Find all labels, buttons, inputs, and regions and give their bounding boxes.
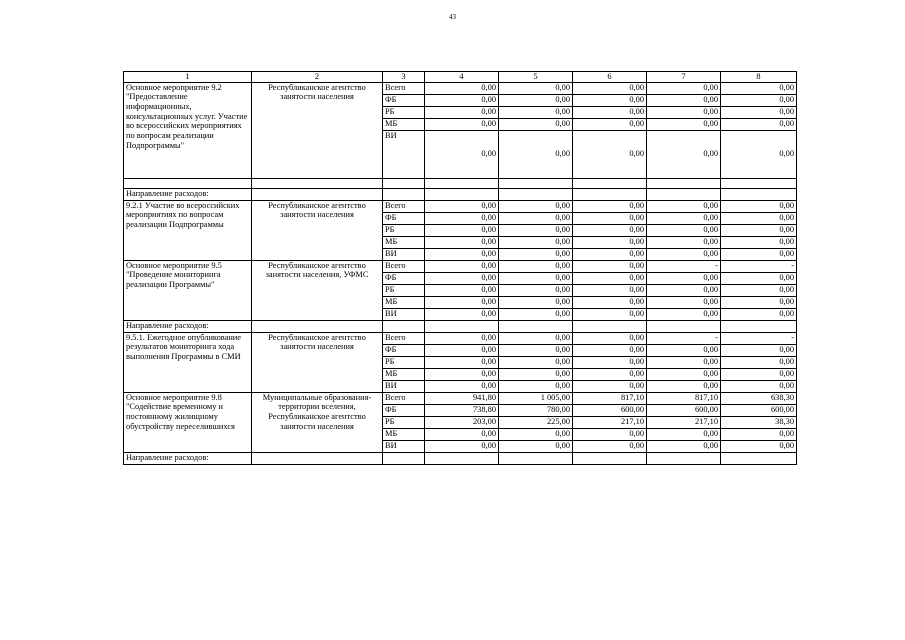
activity-name: 9.2.1 Участие во всероссийских мероприятиях по вопросам реализации Подпрограммы	[124, 200, 252, 260]
value-cell: 0,00	[647, 236, 721, 248]
value-cell: 0,00	[573, 82, 647, 94]
table-row	[124, 260, 797, 272]
empty-cell	[647, 188, 721, 200]
value-cell: 0,00	[425, 106, 499, 118]
value-cell: 0,00	[499, 82, 573, 94]
header-cell: 6	[573, 72, 647, 83]
value-cell: 0,00	[647, 106, 721, 118]
value-cell: 0,00	[721, 236, 797, 248]
value-cell: 0,00	[499, 260, 573, 272]
empty-cell	[383, 320, 425, 332]
empty-cell	[573, 452, 647, 464]
funding-source: РБ	[383, 356, 425, 368]
value-cell: 0,00	[573, 200, 647, 212]
empty-cell	[425, 320, 499, 332]
value-cell: 0,00	[721, 106, 797, 118]
value-cell: 0,00	[425, 428, 499, 440]
value-cell: 0,00	[721, 82, 797, 94]
value-cell: 0,00	[425, 368, 499, 380]
value-cell: 0,00	[425, 212, 499, 224]
value-cell: 0,00	[499, 428, 573, 440]
funding-source: Всего	[383, 332, 425, 344]
value-cell: 0,00	[647, 82, 721, 94]
value-cell: -	[647, 332, 721, 344]
value-cell: 0,00	[425, 332, 499, 344]
value-cell: 0,00	[499, 356, 573, 368]
value-cell: 0,00	[573, 260, 647, 272]
empty-cell	[425, 178, 499, 188]
value-cell: 0,00	[499, 118, 573, 130]
value-cell: 0,00	[573, 308, 647, 320]
empty-cell	[252, 320, 383, 332]
value-cell: 0,00	[721, 284, 797, 296]
value-cell: 600,00	[721, 404, 797, 416]
empty-cell	[383, 452, 425, 464]
value-cell: 0,00	[573, 332, 647, 344]
value-cell: 0,00	[499, 308, 573, 320]
funding-source: ФБ	[383, 344, 425, 356]
empty-cell	[573, 178, 647, 188]
value-cell: 0,00	[721, 118, 797, 130]
value-cell: 0,00	[647, 284, 721, 296]
direction-label: Направление расходов:	[124, 188, 252, 200]
value-cell: 0,00	[425, 248, 499, 260]
value-cell: 0,00	[499, 236, 573, 248]
executor-name: Муниципальные образования-территории вселения, Республиканское агентство занятости населения	[252, 392, 383, 452]
activity-name: 9.5.1. Ежегодное опубликование результатов мониторинга хода выполнения Программы в СМИ	[124, 332, 252, 392]
value-cell: 0,00	[721, 248, 797, 260]
value-cell: 0,00	[647, 94, 721, 106]
value-cell: 0,00	[425, 296, 499, 308]
table-row	[124, 82, 797, 94]
value-cell: 0,00	[499, 380, 573, 392]
value-cell: 0,00	[425, 272, 499, 284]
header-cell: 7	[647, 72, 721, 83]
funding-source: ФБ	[383, 94, 425, 106]
value-cell: 0,00	[499, 106, 573, 118]
value-cell: 817,10	[647, 392, 721, 404]
value-cell: 0,00	[499, 368, 573, 380]
header-cell: 8	[721, 72, 797, 83]
value-cell: 0,00	[425, 356, 499, 368]
value-cell: 0,00	[573, 344, 647, 356]
header-row	[124, 72, 797, 83]
value-cell: 0,00	[721, 212, 797, 224]
direction-row	[124, 452, 797, 464]
value-cell: 0,00	[573, 284, 647, 296]
value-cell: 0,00	[425, 380, 499, 392]
value-cell: 0,00	[721, 272, 797, 284]
value-cell: 0,00	[573, 94, 647, 106]
empty-cell	[499, 188, 573, 200]
value-cell: 0,00	[499, 224, 573, 236]
value-cell: 0,00	[425, 308, 499, 320]
funding-source: МБ	[383, 296, 425, 308]
value-cell: 0,00	[573, 380, 647, 392]
table-row	[124, 200, 797, 212]
value-cell: 0,00	[499, 272, 573, 284]
value-cell: 0,00	[573, 236, 647, 248]
value-cell: 0,00	[425, 118, 499, 130]
header-cell: 1	[124, 72, 252, 83]
funding-source: Всего	[383, 82, 425, 94]
value-cell: 0,00	[721, 224, 797, 236]
funding-source: РБ	[383, 106, 425, 118]
page-number: 43	[449, 13, 456, 21]
empty-cell	[124, 178, 252, 188]
value-cell: 0,00	[425, 94, 499, 106]
funding-source: Всего	[383, 260, 425, 272]
value-cell: 38,30	[721, 416, 797, 428]
value-cell: 1 005,00	[499, 392, 573, 404]
value-cell: 0,00	[499, 344, 573, 356]
value-cell: 638,30	[721, 392, 797, 404]
activity-name: Основное мероприятие 9.2 "Предоставление информационных, консультационных услуг. Участие во всероссийских мероприятиях по вопросам реализации Подпрограммы"	[124, 82, 252, 178]
value-cell: 0,00	[499, 284, 573, 296]
value-cell: 0,00	[647, 118, 721, 130]
value-cell: 0,00	[573, 440, 647, 452]
funding-source: ФБ	[383, 404, 425, 416]
value-cell: -	[721, 332, 797, 344]
value-cell: 817,10	[573, 392, 647, 404]
empty-cell	[499, 320, 573, 332]
funding-source: МБ	[383, 236, 425, 248]
value-cell: 0,00	[721, 200, 797, 212]
value-cell: 0,00	[721, 368, 797, 380]
header-cell: 4	[425, 72, 499, 83]
value-cell: 0,00	[647, 368, 721, 380]
value-cell: 0,00	[647, 356, 721, 368]
table-row	[124, 392, 797, 404]
funding-source: ВИ	[383, 308, 425, 320]
value-cell: 600,00	[573, 404, 647, 416]
value-cell: 0,00	[573, 130, 647, 178]
value-cell: 0,00	[425, 284, 499, 296]
value-cell: 0,00	[647, 200, 721, 212]
empty-cell	[425, 452, 499, 464]
value-cell: 0,00	[573, 356, 647, 368]
activity-name: Основное мероприятие 9.5 "Проведение мониторинга реализации Программы"	[124, 260, 252, 320]
value-cell: 0,00	[721, 356, 797, 368]
value-cell: 0,00	[647, 272, 721, 284]
value-cell: 0,00	[647, 308, 721, 320]
value-cell: 0,00	[647, 212, 721, 224]
direction-row	[124, 188, 797, 200]
value-cell: 0,00	[425, 82, 499, 94]
empty-cell	[721, 452, 797, 464]
empty-cell	[721, 188, 797, 200]
value-cell: 0,00	[647, 380, 721, 392]
value-cell: 0,00	[573, 106, 647, 118]
value-cell: 217,10	[573, 416, 647, 428]
funding-source: Всего	[383, 200, 425, 212]
funding-source: ВИ	[383, 440, 425, 452]
value-cell: 0,00	[647, 428, 721, 440]
value-cell: 941,80	[425, 392, 499, 404]
value-cell: 0,00	[499, 332, 573, 344]
value-cell: 0,00	[573, 248, 647, 260]
value-cell: 0,00	[721, 130, 797, 178]
value-cell: 0,00	[573, 428, 647, 440]
value-cell: 225,00	[499, 416, 573, 428]
value-cell: 0,00	[499, 212, 573, 224]
funding-source: РБ	[383, 224, 425, 236]
header-cell: 3	[383, 72, 425, 83]
funding-source: МБ	[383, 368, 425, 380]
empty-cell	[499, 178, 573, 188]
direction-label: Направление расходов:	[124, 320, 252, 332]
spacer-row	[124, 178, 797, 188]
direction-label: Направление расходов:	[124, 452, 252, 464]
value-cell: 0,00	[425, 260, 499, 272]
empty-cell	[383, 188, 425, 200]
value-cell: -	[647, 260, 721, 272]
value-cell: 0,00	[499, 130, 573, 178]
funding-source: РБ	[383, 284, 425, 296]
header-cell: 2	[252, 72, 383, 83]
value-cell: 0,00	[573, 368, 647, 380]
value-cell: 0,00	[499, 248, 573, 260]
empty-cell	[721, 178, 797, 188]
value-cell: 0,00	[573, 224, 647, 236]
value-cell: 217,10	[647, 416, 721, 428]
value-cell: 0,00	[647, 130, 721, 178]
executor-name: Республиканское агентство занятости населения	[252, 200, 383, 260]
header-cell: 5	[499, 72, 573, 83]
empty-cell	[252, 178, 383, 188]
empty-cell	[252, 188, 383, 200]
value-cell: 0,00	[573, 118, 647, 130]
value-cell: 0,00	[647, 248, 721, 260]
empty-cell	[425, 188, 499, 200]
value-cell: 0,00	[721, 308, 797, 320]
value-cell: 0,00	[425, 200, 499, 212]
funding-source: ФБ	[383, 212, 425, 224]
funding-source: МБ	[383, 428, 425, 440]
empty-cell	[383, 178, 425, 188]
funding-source: МБ	[383, 118, 425, 130]
value-cell: 0,00	[721, 344, 797, 356]
funding-source: ФБ	[383, 272, 425, 284]
empty-cell	[721, 320, 797, 332]
value-cell: 0,00	[647, 296, 721, 308]
value-cell: 0,00	[499, 200, 573, 212]
value-cell: 0,00	[499, 440, 573, 452]
executor-name: Республиканское агентство занятости населения, УФМС	[252, 260, 383, 320]
value-cell: 0,00	[425, 344, 499, 356]
empty-cell	[573, 320, 647, 332]
value-cell: 600,00	[647, 404, 721, 416]
value-cell: 0,00	[499, 296, 573, 308]
empty-cell	[252, 452, 383, 464]
funding-source: ВИ	[383, 130, 425, 178]
value-cell: 0,00	[573, 212, 647, 224]
value-cell: 0,00	[425, 440, 499, 452]
value-cell: 0,00	[647, 344, 721, 356]
funding-source: ВИ	[383, 248, 425, 260]
executor-name: Республиканское агентство занятости населения	[252, 82, 383, 178]
empty-cell	[499, 452, 573, 464]
value-cell: 0,00	[647, 440, 721, 452]
budget-table	[123, 71, 797, 465]
value-cell: 780,00	[499, 404, 573, 416]
value-cell: 0,00	[425, 224, 499, 236]
value-cell: 203,00	[425, 416, 499, 428]
value-cell: 0,00	[425, 236, 499, 248]
value-cell: -	[721, 260, 797, 272]
empty-cell	[573, 188, 647, 200]
funding-source: Всего	[383, 392, 425, 404]
activity-name: Основное мероприятие 9.8 "Содействие временному и постоянному жилищному обустройству переселившихся	[124, 392, 252, 452]
value-cell: 0,00	[647, 224, 721, 236]
funding-source: ВИ	[383, 380, 425, 392]
table-row	[124, 332, 797, 344]
empty-cell	[647, 320, 721, 332]
value-cell: 0,00	[425, 130, 499, 178]
value-cell: 0,00	[721, 440, 797, 452]
value-cell: 738,80	[425, 404, 499, 416]
value-cell: 0,00	[721, 380, 797, 392]
empty-cell	[647, 178, 721, 188]
value-cell: 0,00	[573, 296, 647, 308]
value-cell: 0,00	[499, 94, 573, 106]
direction-row	[124, 320, 797, 332]
funding-source: РБ	[383, 416, 425, 428]
value-cell: 0,00	[573, 272, 647, 284]
value-cell: 0,00	[721, 296, 797, 308]
executor-name: Республиканское агентство занятости населения	[252, 332, 383, 392]
value-cell: 0,00	[721, 94, 797, 106]
value-cell: 0,00	[721, 428, 797, 440]
empty-cell	[647, 452, 721, 464]
